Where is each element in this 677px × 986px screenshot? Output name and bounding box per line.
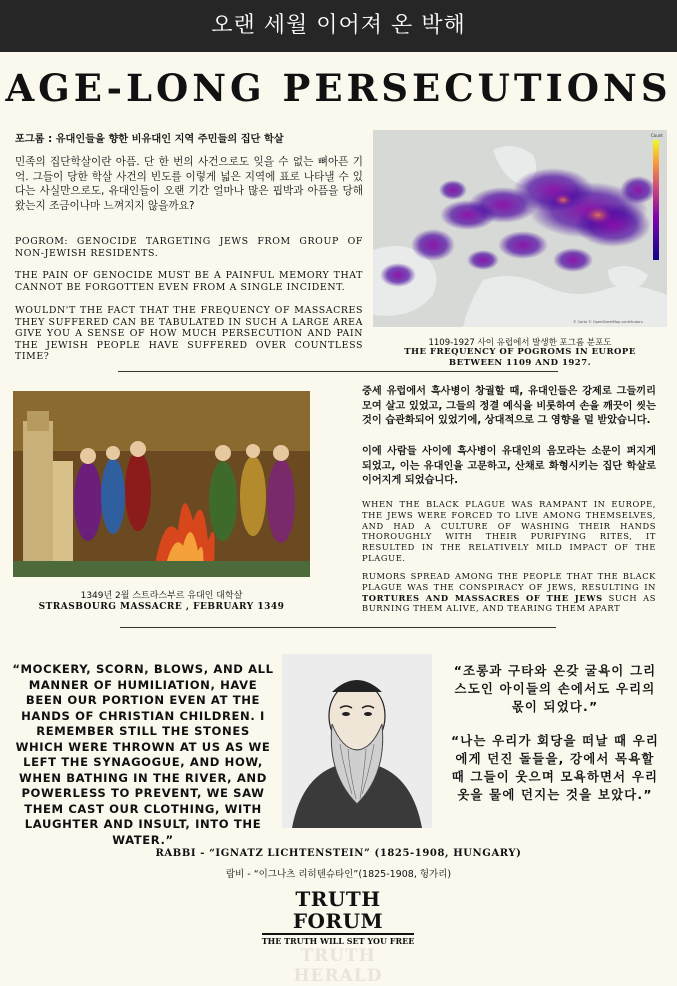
divider-1 bbox=[118, 371, 558, 372]
logo-rule bbox=[262, 933, 414, 935]
divider-2 bbox=[120, 627, 556, 628]
rabbi-quote-en: “MOCKERY, SCORN, BLOWS, AND ALL MANNER OF HUMILIATION, HAVE BEEN OUR PORTION EVEN AT THE HANDS OF CHRISTIAN CHILDREN. I REMEMBER STILL THE STONES WHICH WERE THROWN AT US AS WE LEFT THE SYNAGOGUE, AND HOW, WHEN BATHING IN THE RIVER, AND POWERLESS TO PREVENT, WE SAW THEM CAST OUR CLOTHING, WITH LAUGHTER AND INSULT, INTO THE WATER.” bbox=[12, 662, 274, 847]
painting-caption-ko: 1349년 2월 스트라스부르 유대인 대학살 bbox=[80, 591, 243, 601]
heatmap-attribution: © Carto © OpenStreetMap contributors bbox=[573, 320, 643, 324]
painting-caption-en: STRASBOURG MASSACRE , FEBRUARY 1349 bbox=[38, 602, 285, 612]
pogrom-body-ko: 민족의 집단학살이란 아픔. 단 한 번의 사건으로도 잊을 수 없는 뼈아픈 기억. 그들이 당한 학살 사건의 빈도를 이렇게 넓은 지역에 표로 나타낼 수 있다는 사실만으로도, 유대인들이 오랜 기간 얼마나 많은 핍박과 아픔을 당해왔는지 조금이나마 느껴지지 않을까요? bbox=[15, 156, 363, 212]
plague-body-en-2 bbox=[362, 571, 656, 614]
page-title: AGE-LONG PERSECUTIONS bbox=[5, 66, 672, 110]
plague-en-2-part-b: SUCH AS BURNING THEM ALIVE, AND TEARING THEM APART bbox=[362, 592, 656, 614]
rabbi-attribution-ko: 랍비 - “이그나츠 리히텐슈타인”(1825-1908, 헝가리) bbox=[225, 869, 452, 880]
logo-tagline: THE TRUTH WILL SET YOU FREE bbox=[261, 936, 415, 946]
pogrom-heading-ko: 포그롬 : 유대인들을 향한 비유대인 지역 주민들의 집단 학살 bbox=[15, 134, 284, 145]
map-caption-en: THE FREQUENCY OF POGROMS IN EUROPE BETWEEN 1109 AND 1927. bbox=[404, 347, 636, 368]
plague-body-ko-2: 이에 사람들 사이에 흑사병이 유대인의 음모라는 소문이 퍼지게 되었고, 이는 유대인을 고문하고, 산채로 화형시키는 집단 학살로 이어지게 되었습니다. bbox=[362, 446, 656, 486]
rabbi-quote-ko-2: “나는 우리가 회당을 떠날 때 우리에게 던진 돌들을, 강에서 목욕할 때 그들이 웃으며 모욕하면서 우리 옷을 물에 던지는 것을 보았다.” bbox=[450, 733, 660, 802]
truth-forum-logo bbox=[258, 887, 418, 986]
rabbi-attribution-en: RABBI - “IGNATZ LICHTENSTEIN” (1825-1908, HUNGARY) bbox=[155, 848, 522, 859]
rabbi-quote-ko-1: “조롱과 구타와 온갖 굴욕이 그리스도인 아이들의 손에서도 우리의 몫이 되었다.” bbox=[453, 663, 657, 714]
pogrom-body-en-2: THE PAIN OF GENOCIDE MUST BE A PAINFUL MEMORY THAT CANNOT BE FORGOTTEN EVEN FROM A SINGLE INCIDENT. bbox=[15, 270, 363, 293]
painting-graphic bbox=[13, 391, 310, 577]
top-banner bbox=[0, 0, 677, 52]
plague-en-2-part-a: RUMORS SPREAD AMONG THE PEOPLE THAT THE BLACK PLAGUE WAS THE CONSPIRACY OF JEWS, RESULTING IN bbox=[362, 571, 656, 592]
korean-title: 오랜 세월 이어져 온 박해 bbox=[211, 13, 466, 38]
pogrom-body-en-1: POGROM: GENOCIDE TARGETING JEWS FROM GROUP OF NON-JEWISH RESIDENTS. bbox=[15, 236, 363, 259]
map-caption-ko: 1109-1927 사이 유럽에서 발생한 포그롬 분포도 bbox=[428, 338, 612, 348]
plague-body-ko-1: 중세 유럽에서 흑사병이 창궐할 때, 유대인들은 강제로 그들끼리 모여 살고 있었고, 그들의 정결 예식을 비롯하여 손을 깨끗이 씻는 것이 습관화되어 있었기에, 상대적으로 그 영향을 덜 받았습니다. bbox=[362, 386, 656, 426]
rabbi-portrait bbox=[282, 654, 432, 828]
logo-watermark: TRUTH HERALD bbox=[293, 946, 383, 986]
portrait-graphic bbox=[282, 654, 432, 828]
heatmap-legend-label: Count bbox=[651, 133, 663, 138]
plague-body-en-1: WHEN THE BLACK PLAGUE WAS RAMPANT IN EUROPE, THE JEWS WERE FORCED TO LIVE AMONG THEMSELVES, AND HAD A CULTURE OF WASHING THEIR HANDS THOROUGHLY WITH THEIR PURIFYING RITES, IT RESULTED IN THE RELATIVELY MILD IMPACT OF THE PLAGUE. bbox=[362, 499, 656, 563]
logo-title: TRUTH FORUM bbox=[292, 887, 384, 933]
heatmap-graphic bbox=[373, 130, 667, 327]
plague-en-2-bold: TORTURES AND MASSACRES OF THE JEWS bbox=[362, 592, 603, 603]
pogrom-body-en-3: WOULDN'T THE FACT THAT THE FREQUENCY OF MASSACRES THEY SUFFERED CAN BE TABULATED IN SUCH A LARGE AREA GIVE YOU A SENSE OF HOW MUCH PERSECUTION AND PAIN THE JEWISH PEOPLE HAVE SUFFERED OVER COUNTLESS TIME? bbox=[15, 305, 363, 362]
pogrom-heatmap bbox=[373, 130, 667, 327]
heatmap-colorbar bbox=[653, 140, 659, 260]
strasbourg-painting bbox=[13, 391, 310, 577]
